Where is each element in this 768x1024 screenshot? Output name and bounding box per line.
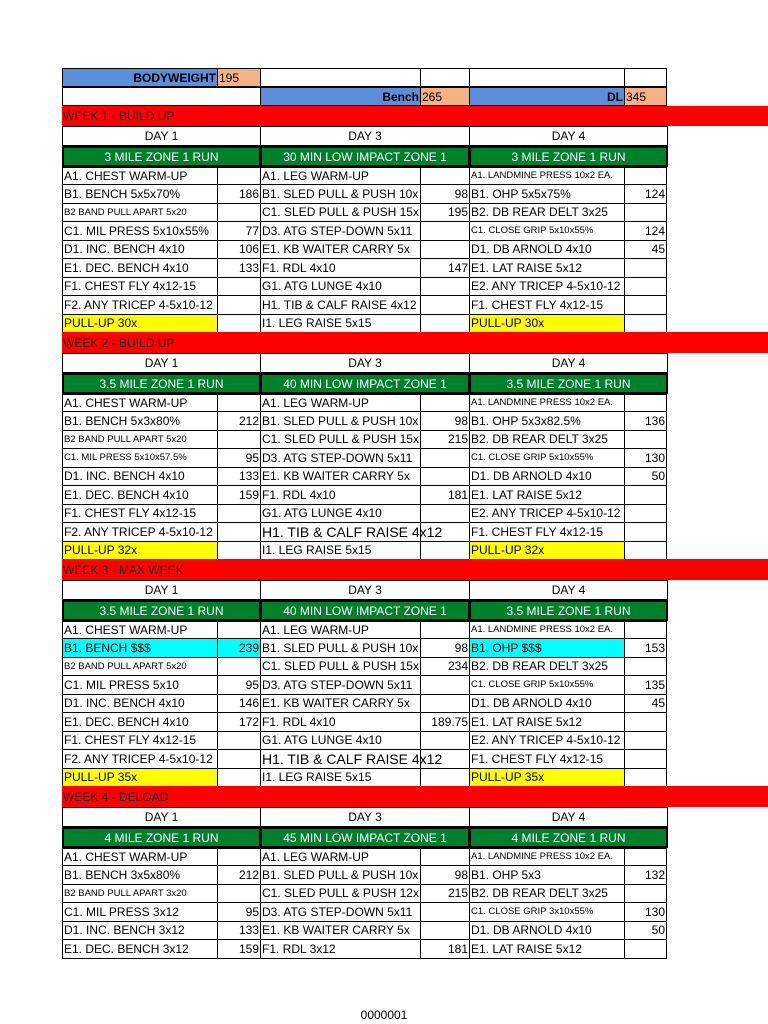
day3-weight[interactable] <box>420 522 470 542</box>
weeks-container <box>62 106 768 958</box>
exercise-row <box>62 448 768 467</box>
zone-run-cell[interactable]: 3 MILE ZONE 1 RUN <box>469 146 668 167</box>
exercise-row <box>62 749 768 768</box>
day3-weight[interactable] <box>420 240 470 260</box>
day4-exercise[interactable]: E2. ANY TRICEP 4-5x10-12 <box>469 277 625 297</box>
header-row-bodyweight <box>62 68 768 87</box>
week-title-row <box>62 559 768 580</box>
day4-exercise[interactable]: E1. LAT RAISE 5x12 <box>469 712 625 732</box>
exercise-row <box>62 240 768 259</box>
day4-exercise[interactable]: C1. CLOSE GRIP 5x10x55% <box>469 221 625 241</box>
day4-exercise[interactable]: C1. CLOSE GRIP 5x10x55% <box>469 448 625 468</box>
day4-exercise[interactable]: D1. DB ARNOLD 4x10 <box>469 694 625 714</box>
zone-row <box>62 146 768 167</box>
day1-exercise[interactable]: F1. CHEST FLY 4x12-15 <box>62 504 218 524</box>
day1-exercise[interactable]: PULL-UP 32x <box>62 541 218 561</box>
day4-exercise[interactable]: D1. DB ARNOLD 4x10 <box>469 240 625 260</box>
exercise-row <box>62 621 768 638</box>
day3-weight[interactable] <box>420 314 470 334</box>
exercise-row <box>62 430 768 449</box>
day4-weight[interactable]: 124 <box>624 184 667 204</box>
exercise-row <box>62 865 768 884</box>
day3-exercise[interactable]: B1. SLED PULL & PUSH 10x <box>260 411 421 431</box>
day3-exercise[interactable]: E1. KB WAITER CARRY 5x <box>260 921 421 941</box>
day3-weight[interactable] <box>420 394 470 412</box>
day3-exercise[interactable]: E1. KB WAITER CARRY 5x <box>260 240 421 260</box>
day4-weight[interactable] <box>624 295 667 315</box>
day4-weight[interactable]: 132 <box>624 865 667 885</box>
day4-exercise[interactable]: A1. LANDMINE PRESS 10x2 EA. <box>469 848 625 866</box>
day4-exercise[interactable]: F1. CHEST FLY 4x12-15 <box>469 295 625 315</box>
day3-exercise[interactable]: G1. ATG LUNGE 4x10 <box>260 731 421 751</box>
zone-run-cell[interactable]: 3.5 MILE ZONE 1 RUN <box>62 373 261 394</box>
day3-weight[interactable] <box>420 675 470 695</box>
exercise-row <box>62 467 768 486</box>
zone-run-cell[interactable]: 40 MIN LOW IMPACT ZONE 1 <box>260 373 470 394</box>
day-row <box>62 353 768 373</box>
day4-exercise[interactable]: B1. OHP 5x5x75% <box>469 184 625 204</box>
day3-exercise[interactable]: B1. SLED PULL & PUSH 10x <box>260 865 421 885</box>
exercise-row <box>62 394 768 411</box>
exercise-row <box>62 295 768 314</box>
day1-exercise[interactable]: E1. DEC. BENCH 4x10 <box>62 485 218 505</box>
week-title-row <box>62 332 768 353</box>
empty-cell[interactable] <box>260 68 421 87</box>
day1-weight[interactable]: 159 <box>217 485 261 505</box>
day3-exercise[interactable]: H1. TIB & CALF RAISE 4x12 <box>260 295 421 315</box>
day4-exercise[interactable]: E1. LAT RAISE 5x12 <box>469 939 625 959</box>
header-row-maxes <box>62 87 768 106</box>
exercise-row <box>62 902 768 921</box>
day1-exercise[interactable]: E1. DEC. BENCH 4x10 <box>62 258 218 278</box>
day-header[interactable]: DAY 3 <box>260 353 470 373</box>
zone-run-cell[interactable]: 45 MIN LOW IMPACT ZONE 1 <box>260 827 470 848</box>
day4-weight[interactable]: 50 <box>624 921 667 941</box>
day3-exercise[interactable]: A1. LEG WARM-UP <box>260 394 421 412</box>
day3-weight[interactable] <box>420 768 470 788</box>
exercise-row <box>62 939 768 958</box>
day4-weight[interactable]: 45 <box>624 240 667 260</box>
week-title-row <box>62 786 768 807</box>
day4-exercise[interactable]: PULL-UP 30x <box>469 314 625 334</box>
day4-weight[interactable] <box>624 657 667 677</box>
day3-weight[interactable] <box>420 504 470 524</box>
bodyweight-label[interactable]: BODYWEIGHT <box>62 68 218 87</box>
day3-weight[interactable] <box>420 902 470 922</box>
day3-exercise[interactable]: A1. LEG WARM-UP <box>260 167 421 185</box>
day3-weight[interactable] <box>420 277 470 297</box>
day4-weight[interactable] <box>624 749 667 769</box>
day3-exercise[interactable]: A1. LEG WARM-UP <box>260 621 421 639</box>
day3-weight[interactable] <box>420 467 470 487</box>
day3-exercise[interactable]: E1. KB WAITER CARRY 5x <box>260 467 421 487</box>
exercise-row <box>62 277 768 296</box>
day4-exercise[interactable]: E1. LAT RAISE 5x12 <box>469 485 625 505</box>
day1-exercise[interactable]: F2. ANY TRICEP 4-5x10-12 <box>62 749 218 769</box>
exercise-row <box>62 675 768 694</box>
workout-sheet <box>62 68 768 958</box>
exercise-row <box>62 314 768 333</box>
exercise-row <box>62 712 768 731</box>
zone-run-cell[interactable]: 3 MILE ZONE 1 RUN <box>62 146 261 167</box>
empty-cell[interactable] <box>420 68 470 87</box>
empty-cell[interactable] <box>624 68 667 87</box>
day3-exercise[interactable]: B1. SLED PULL & PUSH 10x <box>260 184 421 204</box>
day3-exercise[interactable]: I1. LEG RAISE 5x15 <box>260 768 421 788</box>
day3-weight[interactable]: 234 <box>420 657 470 677</box>
day1-weight[interactable] <box>217 731 261 751</box>
day-header[interactable]: DAY 4 <box>469 353 668 373</box>
day1-exercise[interactable]: B1. BENCH 5x3x80% <box>62 411 218 431</box>
day3-weight[interactable] <box>420 541 470 561</box>
day4-exercise[interactable]: A1. LANDMINE PRESS 10x2 EA. <box>469 167 625 185</box>
day3-exercise[interactable]: I1. LEG RAISE 5x15 <box>260 541 421 561</box>
day-row <box>62 126 768 146</box>
day1-weight[interactable]: 106 <box>217 240 261 260</box>
day1-exercise[interactable]: B2 BAND PULL APART 5x20 <box>62 203 218 223</box>
day1-weight[interactable] <box>217 768 261 788</box>
day4-exercise[interactable]: F1. CHEST FLY 4x12-15 <box>469 522 625 542</box>
day3-weight[interactable]: 98 <box>420 638 470 658</box>
day1-exercise[interactable]: A1. CHEST WARM-UP <box>62 167 218 185</box>
day-header[interactable]: DAY 1 <box>62 807 261 827</box>
zone-run-cell[interactable]: 3.5 MILE ZONE 1 RUN <box>62 600 261 621</box>
day4-exercise[interactable]: B2. DB REAR DELT 3x25 <box>469 203 625 223</box>
day4-weight[interactable] <box>624 504 667 524</box>
day1-weight[interactable] <box>217 749 261 769</box>
day4-weight[interactable]: 135 <box>624 675 667 695</box>
day1-weight[interactable]: 95 <box>217 675 261 695</box>
day3-weight[interactable] <box>420 295 470 315</box>
day1-weight[interactable] <box>217 295 261 315</box>
day1-exercise[interactable]: PULL-UP 35x <box>62 768 218 788</box>
day4-exercise[interactable]: B2. DB REAR DELT 3x25 <box>469 884 625 904</box>
day1-weight[interactable]: 95 <box>217 448 261 468</box>
day1-exercise[interactable]: B2 BAND PULL APART 5x20 <box>62 657 218 677</box>
day4-exercise[interactable]: A1. LANDMINE PRESS 10x2 EA. <box>469 621 625 639</box>
zone-run-cell[interactable]: 4 MILE ZONE 1 RUN <box>469 827 668 848</box>
day3-exercise[interactable]: B1. SLED PULL & PUSH 10x <box>260 638 421 658</box>
day3-weight[interactable]: 98 <box>420 184 470 204</box>
day4-weight[interactable] <box>624 258 667 278</box>
day1-weight[interactable]: 212 <box>217 411 261 431</box>
day3-weight[interactable] <box>420 848 470 866</box>
day4-exercise[interactable]: F1. CHEST FLY 4x12-15 <box>469 749 625 769</box>
week-title[interactable]: WEEK 4 - DELOAD <box>62 786 768 807</box>
day-header[interactable]: DAY 1 <box>62 580 261 600</box>
day1-exercise[interactable]: E1. DEC. BENCH 4x10 <box>62 712 218 732</box>
exercise-row <box>62 411 768 430</box>
day4-exercise[interactable]: PULL-UP 32x <box>469 541 625 561</box>
day1-exercise[interactable]: A1. CHEST WARM-UP <box>62 848 218 866</box>
day-header[interactable]: DAY 1 <box>62 353 261 373</box>
day1-exercise[interactable]: C1. MIL PRESS 5x10x57.5% <box>62 448 218 468</box>
day3-exercise[interactable]: E1. KB WAITER CARRY 5x <box>260 694 421 714</box>
day1-weight[interactable] <box>217 522 261 542</box>
bench-label[interactable]: Bench <box>260 87 421 106</box>
day4-exercise[interactable]: A1. LANDMINE PRESS 10x2 EA. <box>469 394 625 412</box>
day1-weight[interactable] <box>217 277 261 297</box>
day1-weight[interactable]: 77 <box>217 221 261 241</box>
day4-weight[interactable] <box>624 430 667 450</box>
day4-weight[interactable] <box>624 939 667 959</box>
exercise-row <box>62 522 768 541</box>
day1-weight[interactable] <box>217 504 261 524</box>
exercise-row <box>62 884 768 903</box>
day1-exercise[interactable]: F1. CHEST FLY 4x12-15 <box>62 277 218 297</box>
day1-weight[interactable]: 159 <box>217 939 261 959</box>
day3-weight[interactable]: 181 <box>420 485 470 505</box>
dl-label[interactable]: DL <box>469 87 625 106</box>
day4-weight[interactable] <box>624 731 667 751</box>
day1-exercise[interactable]: F1. CHEST FLY 4x12-15 <box>62 731 218 751</box>
zone-run-cell[interactable]: 4 MILE ZONE 1 RUN <box>62 827 261 848</box>
day-row <box>62 807 768 827</box>
zone-run-cell[interactable]: 30 MIN LOW IMPACT ZONE 1 <box>260 146 470 167</box>
week-title[interactable]: WEEK 1 - BUILD UP <box>62 106 768 126</box>
day4-weight[interactable] <box>624 394 667 412</box>
day4-exercise[interactable]: B1. OHP 5x3x82.5% <box>469 411 625 431</box>
exercise-row <box>62 258 768 277</box>
day-header[interactable]: DAY 4 <box>469 580 668 600</box>
bodyweight-value[interactable]: 195 <box>217 68 261 87</box>
day1-exercise[interactable]: C1. MIL PRESS 5x10x55% <box>62 221 218 241</box>
day1-weight[interactable]: 133 <box>217 921 261 941</box>
exercise-row <box>62 167 768 184</box>
zone-row <box>62 827 768 848</box>
exercise-row <box>62 694 768 713</box>
day1-weight[interactable]: 212 <box>217 865 261 885</box>
exercise-row <box>62 657 768 676</box>
bench-value[interactable]: 265 <box>420 87 470 106</box>
day1-exercise[interactable]: D1. INC. BENCH 4x10 <box>62 694 218 714</box>
day-header[interactable]: DAY 1 <box>62 126 261 146</box>
zone-row <box>62 373 768 394</box>
day-header[interactable]: DAY 3 <box>260 126 470 146</box>
day-header[interactable]: DAY 4 <box>469 126 668 146</box>
day-row <box>62 580 768 600</box>
day4-weight[interactable] <box>624 167 667 185</box>
day1-weight[interactable] <box>217 167 261 185</box>
day1-exercise[interactable]: E1. DEC. BENCH 3x12 <box>62 939 218 959</box>
day3-exercise[interactable]: D3. ATG STEP-DOWN 5x11 <box>260 675 421 695</box>
day3-exercise[interactable]: H1. TIB & CALF RAISE 4x12 <box>262 750 443 767</box>
day3-weight[interactable] <box>420 448 470 468</box>
day4-weight[interactable] <box>624 848 667 866</box>
page-footer: 0000001 <box>360 1008 408 1022</box>
day4-exercise[interactable]: B1. OHP 5x3 <box>469 865 625 885</box>
day1-weight[interactable]: 146 <box>217 694 261 714</box>
day3-exercise[interactable]: C1. SLED PULL & PUSH 15x <box>260 430 421 450</box>
day1-exercise[interactable]: F2. ANY TRICEP 4-5x10-12 <box>62 522 218 542</box>
day1-exercise[interactable]: C1. MIL PRESS 3x12 <box>62 902 218 922</box>
day4-weight[interactable] <box>624 485 667 505</box>
day3-weight[interactable] <box>420 167 470 185</box>
day4-exercise[interactable]: E2. ANY TRICEP 4-5x10-12 <box>469 504 625 524</box>
empty-cell[interactable] <box>469 68 625 87</box>
day1-exercise[interactable]: C1. MIL PRESS 5x10 <box>62 675 218 695</box>
day3-exercise[interactable]: C1. SLED PULL & PUSH 15x <box>260 657 421 677</box>
day1-weight[interactable] <box>217 657 261 677</box>
day4-exercise[interactable]: E1. LAT RAISE 5x12 <box>469 258 625 278</box>
exercise-row <box>62 731 768 750</box>
day3-weight[interactable] <box>420 731 470 751</box>
day1-weight[interactable]: 186 <box>217 184 261 204</box>
day3-exercise[interactable]: F1. RDL 4x10 <box>260 485 421 505</box>
day3-exercise[interactable]: H1. TIB & CALF RAISE 4x12 <box>262 523 443 540</box>
exercise-row <box>62 541 768 560</box>
day1-weight[interactable]: 239 <box>217 638 261 658</box>
day1-exercise[interactable]: D1. INC. BENCH 3x12 <box>62 921 218 941</box>
day4-weight[interactable] <box>624 768 667 788</box>
day4-weight[interactable]: 124 <box>624 221 667 241</box>
day4-exercise[interactable]: D1. DB ARNOLD 4x10 <box>469 467 625 487</box>
day1-exercise[interactable]: B2 BAND PULL APART 3x20 <box>62 884 218 904</box>
day4-exercise[interactable]: E2. ANY TRICEP 4-5x10-12 <box>469 731 625 751</box>
day1-exercise[interactable]: B1. BENCH 3x5x80% <box>62 865 218 885</box>
day1-weight[interactable] <box>217 541 261 561</box>
exercise-row <box>62 848 768 865</box>
day3-weight[interactable] <box>420 749 470 769</box>
day3-exercise[interactable]: D3. ATG STEP-DOWN 5x11 <box>260 902 421 922</box>
day1-weight[interactable] <box>217 394 261 412</box>
day4-weight[interactable] <box>624 314 667 334</box>
day1-weight[interactable] <box>217 314 261 334</box>
day1-weight[interactable] <box>217 203 261 223</box>
day3-exercise[interactable]: F1. RDL 3x12 <box>260 939 421 959</box>
day1-weight[interactable] <box>217 884 261 904</box>
day1-exercise[interactable]: A1. CHEST WARM-UP <box>62 621 218 639</box>
day3-weight[interactable]: 98 <box>420 411 470 431</box>
day1-exercise[interactable]: PULL-UP 30x <box>62 314 218 334</box>
day1-weight[interactable]: 133 <box>217 258 261 278</box>
day3-exercise[interactable]: D3. ATG STEP-DOWN 5x11 <box>260 221 421 241</box>
day4-weight[interactable] <box>624 522 667 542</box>
day4-exercise[interactable]: B2. DB REAR DELT 3x25 <box>469 657 625 677</box>
day4-weight[interactable]: 45 <box>624 694 667 714</box>
day3-weight[interactable]: 215 <box>420 884 470 904</box>
day4-weight[interactable] <box>624 277 667 297</box>
day4-exercise[interactable]: D1. DB ARNOLD 4x10 <box>469 921 625 941</box>
day3-weight[interactable] <box>420 921 470 941</box>
day3-weight[interactable] <box>420 221 470 241</box>
day1-weight[interactable] <box>217 848 261 866</box>
day1-exercise[interactable]: A1. CHEST WARM-UP <box>62 394 218 412</box>
day3-weight[interactable]: 181 <box>420 939 470 959</box>
day4-weight[interactable]: 153 <box>624 638 667 658</box>
day4-weight[interactable] <box>624 621 667 639</box>
day-header[interactable]: DAY 3 <box>260 807 470 827</box>
day-header[interactable]: DAY 4 <box>469 807 668 827</box>
dl-value[interactable]: 345 <box>624 87 667 106</box>
day3-weight[interactable]: 98 <box>420 865 470 885</box>
exercise-row <box>62 221 768 240</box>
exercise-row <box>62 638 768 657</box>
week-title-row <box>62 106 768 126</box>
day3-exercise[interactable]: G1. ATG LUNGE 4x10 <box>260 277 421 297</box>
zone-run-cell[interactable]: 3.5 MILE ZONE 1 RUN <box>469 373 668 394</box>
exercise-row <box>62 921 768 940</box>
day3-exercise[interactable]: F1. RDL 4x10 <box>260 712 421 732</box>
day1-weight[interactable] <box>217 430 261 450</box>
day3-exercise[interactable]: C1. SLED PULL & PUSH 15x <box>260 203 421 223</box>
day4-exercise[interactable]: C1. CLOSE GRIP 5x10x55% <box>469 675 625 695</box>
zone-row <box>62 600 768 621</box>
exercise-row <box>62 504 768 523</box>
day3-weight[interactable] <box>420 621 470 639</box>
day1-exercise[interactable]: B1. BENCH $$$ <box>62 638 218 658</box>
day1-weight[interactable]: 95 <box>217 902 261 922</box>
day1-exercise[interactable]: D1. INC. BENCH 4x10 <box>62 240 218 260</box>
day4-weight[interactable] <box>624 203 667 223</box>
day1-exercise[interactable]: B1. BENCH 5x5x70% <box>62 184 218 204</box>
exercise-row <box>62 203 768 222</box>
day3-weight[interactable]: 215 <box>420 430 470 450</box>
day4-weight[interactable]: 130 <box>624 448 667 468</box>
day3-exercise[interactable]: C1. SLED PULL & PUSH 12x <box>260 884 421 904</box>
day4-exercise[interactable]: C1. CLOSE GRIP 3x10x55% <box>469 902 625 922</box>
empty-cell[interactable] <box>62 87 261 106</box>
day3-exercise[interactable]: A1. LEG WARM-UP <box>260 848 421 866</box>
day1-exercise[interactable]: D1. INC. BENCH 4x10 <box>62 467 218 487</box>
week-title[interactable]: WEEK 2 - BUILD UP <box>62 332 768 353</box>
day-header[interactable]: DAY 3 <box>260 580 470 600</box>
exercise-row <box>62 485 768 504</box>
day1-weight[interactable] <box>217 621 261 639</box>
day4-exercise[interactable]: B1. OHP $$$ <box>469 638 625 658</box>
day4-weight[interactable]: 130 <box>624 902 667 922</box>
day1-weight[interactable]: 172 <box>217 712 261 732</box>
day3-weight[interactable]: 189.75 <box>420 712 470 732</box>
day3-weight[interactable] <box>420 694 470 714</box>
day3-weight[interactable]: 195 <box>420 203 470 223</box>
day4-exercise[interactable]: B2. DB REAR DELT 3x25 <box>469 430 625 450</box>
day4-weight[interactable]: 50 <box>624 467 667 487</box>
day3-exercise[interactable]: I1. LEG RAISE 5x15 <box>260 314 421 334</box>
day1-exercise[interactable]: B2 BAND PULL APART 5x20 <box>62 430 218 450</box>
day3-weight[interactable]: 147 <box>420 258 470 278</box>
week-title[interactable]: WEEK 3 - MAX WEEK <box>62 559 768 580</box>
day4-weight[interactable]: 136 <box>624 411 667 431</box>
day4-weight[interactable] <box>624 541 667 561</box>
day4-exercise[interactable]: PULL-UP 35x <box>469 768 625 788</box>
zone-run-cell[interactable]: 40 MIN LOW IMPACT ZONE 1 <box>260 600 470 621</box>
day3-exercise[interactable]: G1. ATG LUNGE 4x10 <box>260 504 421 524</box>
exercise-row <box>62 768 768 787</box>
day1-weight[interactable]: 133 <box>217 467 261 487</box>
day4-weight[interactable] <box>624 712 667 732</box>
day3-exercise[interactable]: D3. ATG STEP-DOWN 5x11 <box>260 448 421 468</box>
zone-run-cell[interactable]: 3.5 MILE ZONE 1 RUN <box>469 600 668 621</box>
day1-exercise[interactable]: F2. ANY TRICEP 4-5x10-12 <box>62 295 218 315</box>
exercise-row <box>62 184 768 203</box>
day3-exercise[interactable]: F1. RDL 4x10 <box>260 258 421 278</box>
day4-weight[interactable] <box>624 884 667 904</box>
